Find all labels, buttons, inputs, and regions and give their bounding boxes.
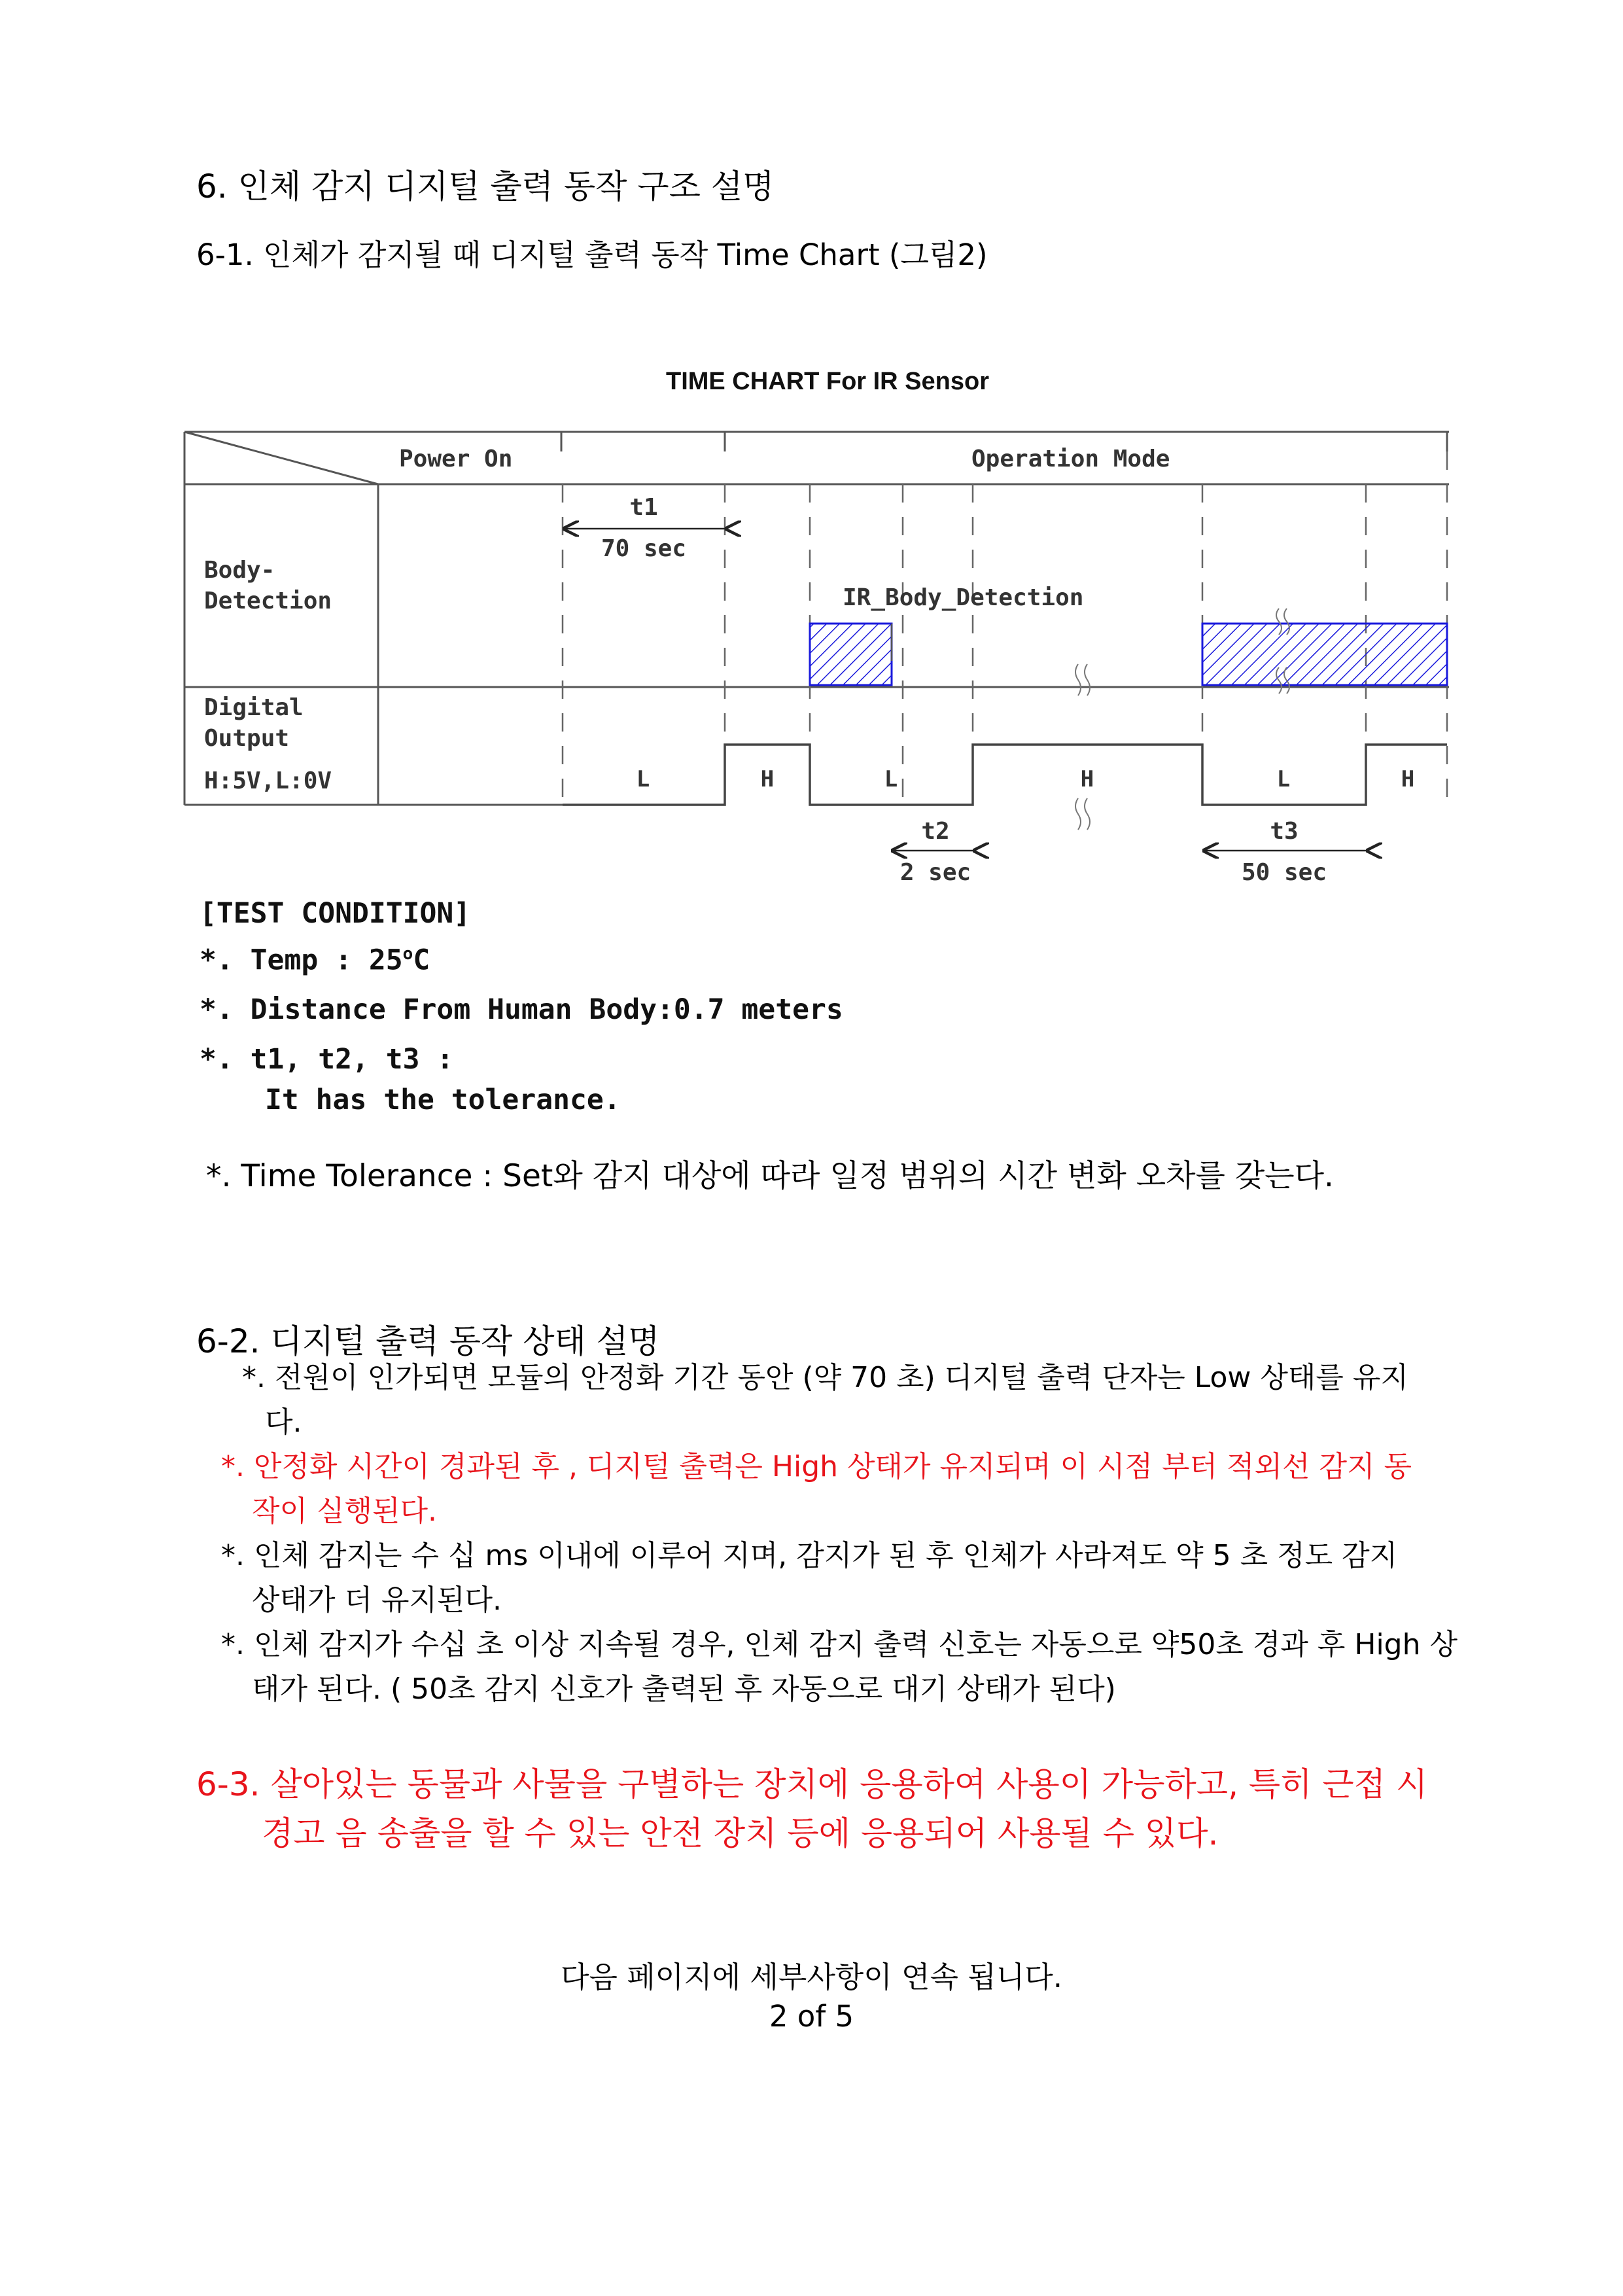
temp-value: *. Temp : 25 xyxy=(200,944,403,977)
t2-value: 2 sec xyxy=(899,859,971,886)
test-condition-temp xyxy=(200,934,843,980)
bullet-line-highlight: 작이 실행된다. xyxy=(252,1494,437,1528)
row-label-digital-2: Output xyxy=(204,725,290,752)
page-number: 2 of 5 xyxy=(769,1999,854,2034)
test-condition-block xyxy=(200,893,843,1120)
subsection-title: 6-2. 디지털 출력 동작 상태 설명 xyxy=(196,1322,660,1360)
bullet-line: *. 인체 감지는 수 십 ms 이내에 이루어 지며, 감지가 된 후 인체가 사라져도 약 5 초 정도 감지 xyxy=(221,1539,1398,1572)
section-title: 6. 인체 감지 디지털 출력 동작 구조 설명 xyxy=(196,168,775,205)
bullet-line: 상태가 더 유지된다. xyxy=(252,1583,502,1617)
degree-symbol: o xyxy=(402,944,413,964)
bullet-line: 태가 된다. ( 50초 감지 신호가 출력된 후 자동으로 대기 상태가 된다) xyxy=(252,1672,1116,1706)
t3-label: t3 xyxy=(1270,818,1299,845)
t1-label: t1 xyxy=(629,494,658,521)
chart-title: TIME CHART For IR Sensor xyxy=(665,368,990,395)
footer-continued-note: 다음 페이지에 세부사항이 연속 됩니다. xyxy=(560,1960,1063,1994)
test-condition-tolerance: *. t1, t2, t3 : xyxy=(200,1043,454,1076)
level-label: H xyxy=(1080,766,1094,792)
digital-output-waveform xyxy=(563,745,1447,805)
chart-frame xyxy=(184,432,1449,805)
bullet-line: *. 인체 감지가 수십 초 이상 지속될 경우, 인체 감지 출력 신호는 자동으로 약50초 경과 후 High 상 xyxy=(221,1628,1457,1661)
row-label-body-1: Body- xyxy=(204,557,275,584)
time-chart xyxy=(177,353,1459,910)
bullet-line: *. 전원이 인가되면 모듈의 안정화 기간 동안 (약 70 초) 디지털 출력 단자는 Low 상태를 유지 xyxy=(242,1361,1408,1394)
t1-value: 70 sec xyxy=(601,535,687,562)
level-label: L xyxy=(1276,766,1291,792)
row-label-digital-3: H:5V,L:0V xyxy=(204,768,332,794)
subsection-title: 6-1. 인체가 감지될 때 디지털 출력 동작 Time Chart (그림2) xyxy=(196,238,988,272)
detection-pulse-1 xyxy=(810,624,892,685)
level-label: L xyxy=(636,766,650,792)
t3-value: 50 sec xyxy=(1241,859,1327,886)
test-condition-tolerance-note: It has the tolerance. xyxy=(265,1084,621,1117)
level-label: L xyxy=(884,766,898,792)
t2-label: t2 xyxy=(921,818,950,845)
section-6-3-line-1: 6-3. 살아있는 동물과 사물을 구별하는 장치에 응용하여 사용이 가능하고, 특히 근접 시 xyxy=(196,1765,1428,1803)
section-6-3-line-2: 경고 음 송출을 할 수 있는 안전 장치 등에 응용되어 사용될 수 있다. xyxy=(262,1814,1219,1852)
test-condition-distance: *. Distance From Human Body:0.7 meters xyxy=(200,993,843,1027)
section-6-3-block xyxy=(196,1760,1427,1858)
temp-unit: C xyxy=(413,944,430,977)
row-label-digital-1: Digital xyxy=(204,694,304,721)
time-tolerance-note: *. Time Tolerance : Set와 감지 대상에 따라 일정 범위의 시간 변화 오차를 갖는다. xyxy=(206,1158,1335,1194)
detection-label: IR_Body_Detection xyxy=(843,584,1084,611)
test-condition-heading: [TEST CONDITION] xyxy=(200,897,471,930)
level-label: H xyxy=(760,766,775,792)
header-power-on: Power On xyxy=(399,446,513,472)
level-label: H xyxy=(1401,766,1415,792)
row-label-body-2: Detection xyxy=(204,588,332,614)
detection-pulse-2 xyxy=(1202,624,1447,685)
bullet-line-highlight: *. 안정화 시간이 경과된 후 , 디지털 출력은 High 상태가 유지되며 이 시점 부터 적외선 감지 동 xyxy=(221,1450,1412,1483)
bullet-line: 다. xyxy=(265,1405,302,1439)
header-operation-mode: Operation Mode xyxy=(971,446,1170,472)
